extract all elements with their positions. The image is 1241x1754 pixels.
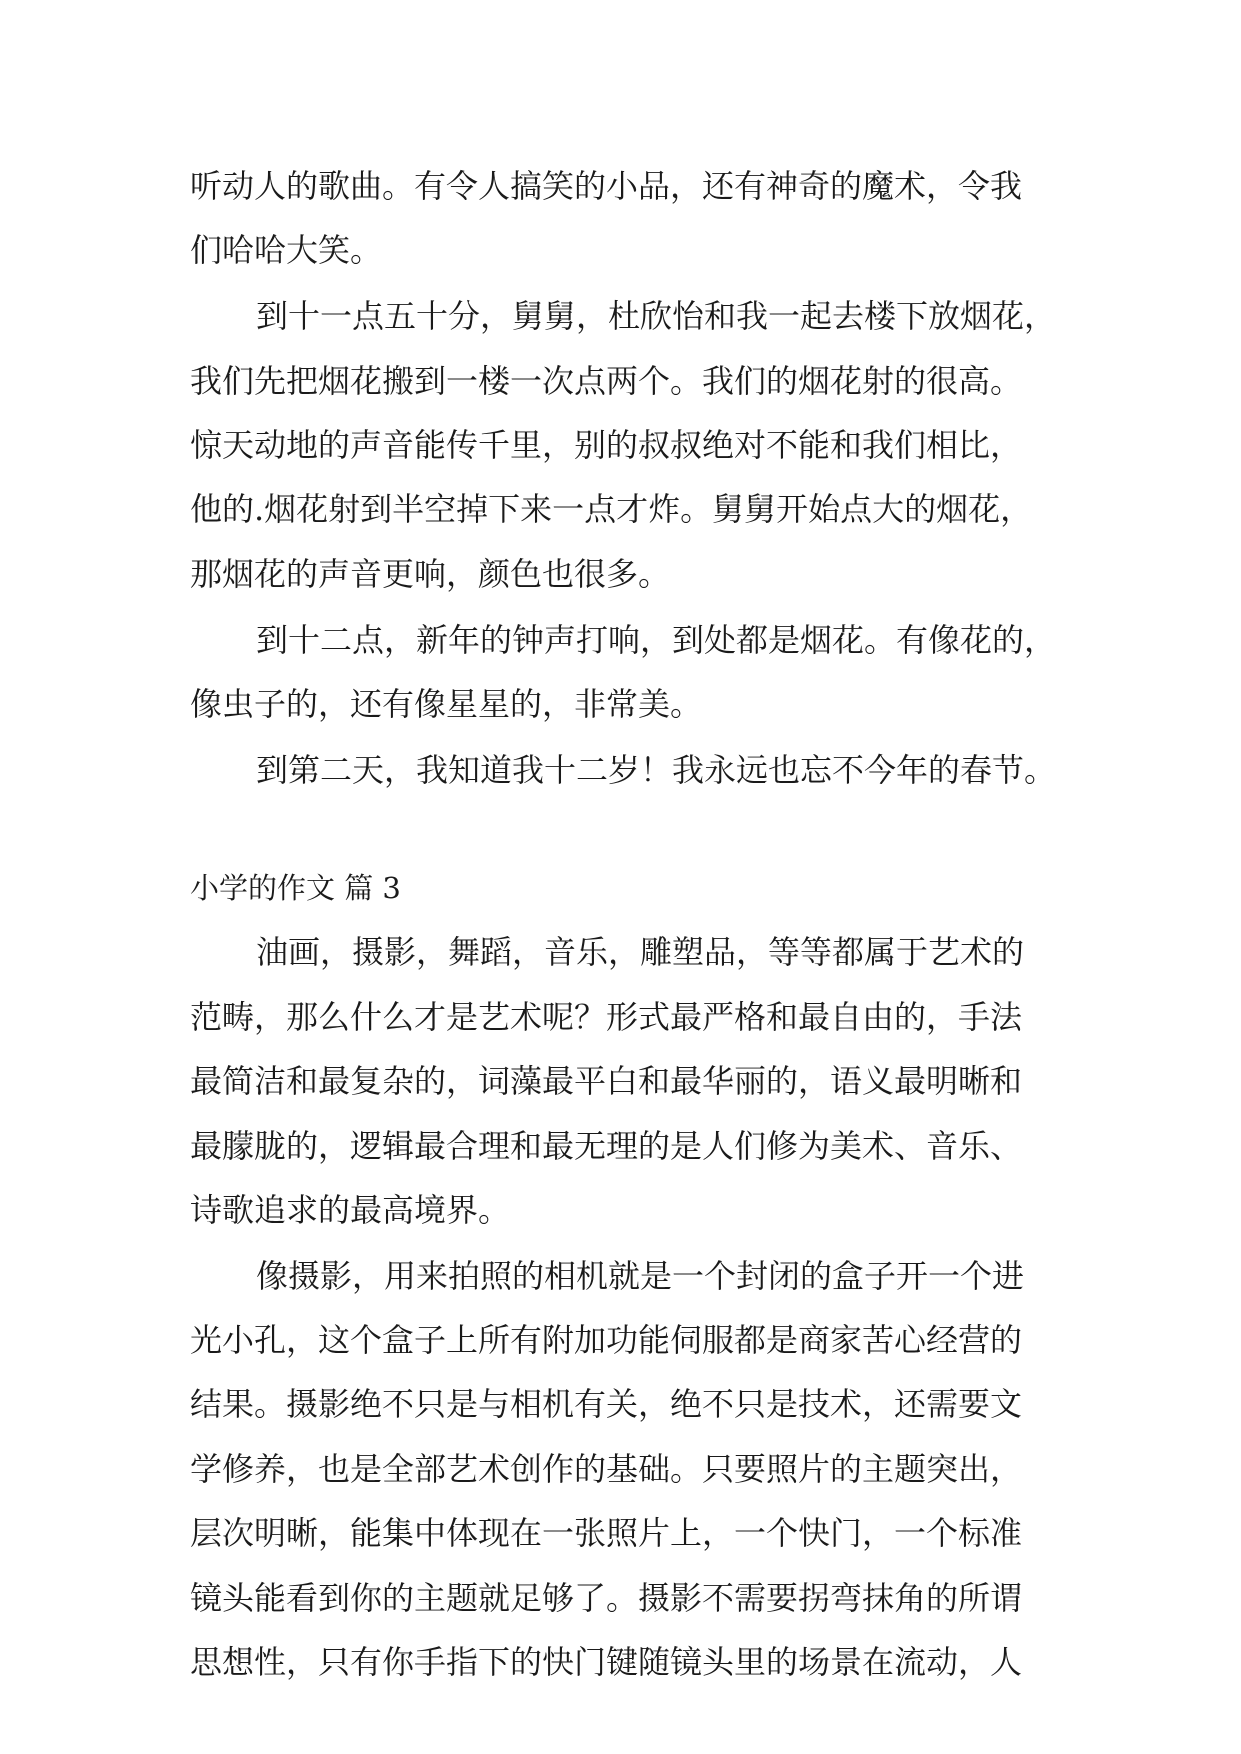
- paragraph-line: 范畴，那么什么才是艺术呢？形式最严格和最自由的，手法: [190, 998, 1023, 1036]
- paragraph-line: 最朦胧的，逻辑最合理和最无理的是人们修为美术、音乐、: [190, 1127, 1023, 1165]
- paragraph-line: 学修养，也是全部艺术创作的基础。只要照片的主题突出，: [190, 1450, 1023, 1488]
- paragraph-line: 镜头能看到你的主题就足够了。摄影不需要拐弯抹角的所谓: [190, 1579, 1023, 1617]
- paragraph-line: 油画，摄影，舞蹈，音乐，雕塑品，等等都属于艺术的: [256, 933, 1025, 971]
- paragraph-line: 诗歌追求的最高境界。: [190, 1191, 511, 1229]
- paragraph-line: 到十二点，新年的钟声打响，到处都是烟花。有像花的，: [256, 621, 1057, 659]
- paragraph-line: 们哈哈大笑。: [190, 231, 383, 269]
- paragraph-line: 他的.烟花射到半空掉下来一点才炸。舅舅开始点大的烟花，: [190, 490, 1033, 528]
- paragraph-line: 听动人的歌曲。有令人搞笑的小品，还有神奇的魔术，令我: [190, 167, 1023, 205]
- paragraph-line: 到第二天，我知道我十二岁！我永远也忘不今年的春节。: [256, 751, 1057, 789]
- paragraph-line: 思想性，只有你手指下的快门键随镜头里的场景在流动，人: [190, 1643, 1023, 1681]
- paragraph-line: 层次明晰，能集中体现在一张照片上，一个快门，一个标准: [190, 1514, 1023, 1552]
- paragraph-line: 那烟花的声音更响，颜色也很多。: [190, 555, 671, 593]
- paragraph-line: 惊天动地的声音能传千里，别的叔叔绝对不能和我们相比，: [190, 426, 1023, 464]
- section-heading: 小学的作文 篇 3: [190, 871, 401, 905]
- paragraph-line: 光小孔，这个盒子上所有附加功能伺服都是商家苦心经营的: [190, 1321, 1023, 1359]
- paragraph-line: 最简洁和最复杂的，词藻最平白和最华丽的，语义最明晰和: [190, 1062, 1023, 1100]
- paragraph-line: 我们先把烟花搬到一楼一次点两个。我们的烟花射的很高。: [190, 362, 1023, 400]
- paragraph-line: 像虫子的，还有像星星的，非常美。: [190, 685, 703, 723]
- paragraph-line: 到十一点五十分，舅舅，杜欣怡和我一起去楼下放烟花，: [256, 297, 1057, 335]
- paragraph-line: 像摄影，用来拍照的相机就是一个封闭的盒子开一个进: [256, 1257, 1025, 1295]
- paragraph-line: 结果。摄影绝不只是与相机有关，绝不只是技术，还需要文: [190, 1385, 1023, 1423]
